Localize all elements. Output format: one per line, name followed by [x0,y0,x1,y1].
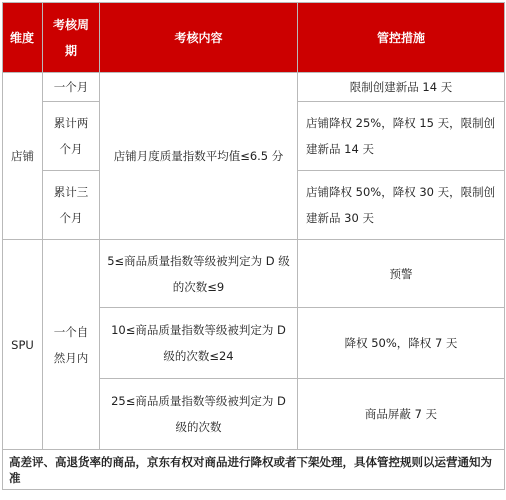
store-measure-3: 店铺降权 50%，降权 30 天，限制创建新品 30 天 [298,171,505,240]
spu-content-3: 25≤商品质量指数等级被判定为 D 级的次数 [100,379,298,450]
store-period-3: 累计三个月 [43,171,100,240]
footnote: 高差评、高退货率的商品，京东有权对商品进行降权或者下架处理，具体管控规则以运营通知为准 [3,450,505,490]
header-content: 考核内容 [100,3,298,73]
header-dimension: 维度 [3,3,43,73]
store-period-1: 一个月 [43,73,100,102]
store-content-cell: 店铺月度质量指数平均值≤6.5 分 [100,73,298,240]
store-measure-2: 店铺降权 25%，降权 15 天，限制创建新品 14 天 [298,102,505,171]
spu-period-cell: 一个自然月内 [43,240,100,450]
header-period: 考核周期 [43,3,100,73]
table-row [3,73,505,102]
header-row [3,3,505,73]
store-measure-1: 限制创建新品 14 天 [298,73,505,102]
header-measures: 管控措施 [298,3,505,73]
spu-measure-1: 预警 [298,240,505,308]
store-dimension-cell: 店铺 [3,73,43,240]
control-measures-table [2,2,505,490]
spu-dimension-cell: SPU [3,240,43,450]
footnote-row [3,450,505,490]
store-period-2: 累计两个月 [43,102,100,171]
spu-content-1: 5≤商品质量指数等级被判定为 D 级的次数≤9 [100,240,298,308]
spu-content-2: 10≤商品质量指数等级被判定为 D 级的次数≤24 [100,308,298,379]
table-row [3,240,505,308]
spu-measure-3: 商品屏蔽 7 天 [298,379,505,450]
spu-measure-2: 降权 50%，降权 7 天 [298,308,505,379]
